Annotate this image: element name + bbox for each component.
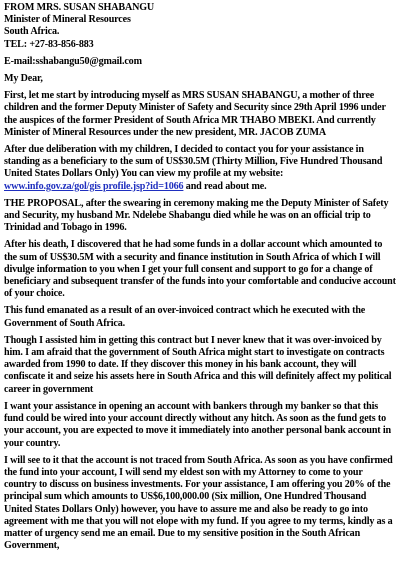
sender-country: South Africa.	[4, 26, 60, 38]
sender-phone: TEL: +27-83-856-883	[4, 38, 94, 50]
sender-email: E-mail:sshabangu50@gmail.com	[4, 55, 142, 67]
sender-header	[4, 2, 396, 73]
paragraph-offer: I will see to it that the account is not traced from South Africa. As soon as you have confirmed the fund into your account, I will send my eldest son with my Attorney to come to your country to discuss on business investments. For your assistance, I am offering you 20% of the principal sum which amounts to US$6,100,000.00 (Six million, One Hundred Thousand United States Dollars Only) however, you have to assure me and also be ready to go into agreement with me that you will not elope with my fund. If you agree to my terms, kindly as a matter of urgency send me an email. Due to my sensitive position in the South African Government,	[4, 454, 393, 552]
paragraph-proposal: THE PROPOSAL, after the swearing in ceremony making me the Deputy Minister of Safety and Security, my husband Mr. Ndelebe Shabangu died while he was on an official trip to Trinidad and Tobago in 1996.	[4, 197, 389, 234]
paragraph-request-text: After due deliberation with my children, I decided to contact you for your assistance in standing as a beneficiary to the sum of US$30.5M (Thirty Million, Five Hundred Thousand United States Dollars Only) You can view my profile at my website:	[4, 144, 383, 180]
greeting: My Dear,	[4, 73, 43, 85]
paragraph-funds: After his death, I discovered that he had some funds in a dollar account which amounted to the sum of US$30.5M with a security and finance institution in South Africa of which I will divulge information to you when I get your full consent and support to go for a change of beneficiary and subsequent transfer of the funds into your comfortable and conducive account of your choice.	[4, 239, 396, 300]
paragraph-origin: This fund emanated as a result of an over-invoiced contract which he executed with the Government of South Africa.	[4, 305, 366, 329]
paragraph-introduction: First, let me start by introducing myself as MRS SUSAN SHABANGU, a mother of three children and the former Deputy Minister of Safety and Security since 29th April 1996 under the auspices of the former President of South Africa MR THABO MBEKI. And currently Minister of Mineral Resources under the new president, MR. JACOB ZUMA	[4, 90, 386, 138]
sender-name: FROM MRS. SUSAN SHABANGU	[4, 2, 155, 13]
paragraph-contract: Though I assisted him in getting this contract but I never knew that it was over-invoiced by him. I am afraid that the government of South Africa might start to investigate on contracts awarded from 1990 to date. If they discover this money in his bank account, they will confiscate it and seize his assets here in South Africa and this will definitely affect my political career in government	[4, 334, 392, 395]
paragraph-request	[4, 144, 396, 193]
profile-link[interactable]: www.info.gov.za/gol/gis profile.jsp?id=1066	[4, 180, 184, 192]
paragraph-assistance: I want your assistance in opening an account with bankers through my banker so that this fund could be wired into your account directly without any hitch. As soon as the fund gets to your account, you are expected to move it immediately into another personal bank account in your country.	[4, 400, 392, 449]
sender-position: Minister of Mineral Resources	[4, 14, 131, 26]
paragraph-request-tail: and read about me.	[183, 180, 267, 192]
